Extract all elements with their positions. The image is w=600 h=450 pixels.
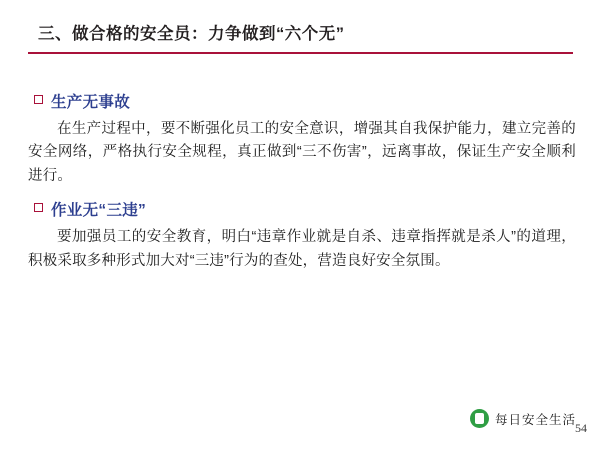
block-heading-label-1: 生产无事故 [51,94,131,111]
footer-badge [470,409,576,428]
block-heading-2 [28,198,576,220]
block-paragraph-1: 在生产过程中，要不断强化员工的安全意识，增强其自我保护能力，建立完善的安全网络，严格执行安全规程，真正做到“三不伤害”，远离事故，保证生产安全顺利进行。 [28,121,576,184]
green-circle-logo-icon [470,409,489,428]
page-title: 三、做合格的安全员：力争做到“六个无” [38,25,345,43]
page-number: 54 [575,421,587,435]
content-block-2 [28,198,576,273]
slide-content [28,90,576,277]
block-heading-label-2: 作业无“三违” [51,202,147,220]
block-paragraph-2: 要加强员工的安全教育，明白“违章作业就是自杀、违章指挥就是杀人”的道理，积极采取多种形式加大对“三违”行为的查处，营造良好安全氛围。 [28,229,576,269]
square-bullet-icon [34,203,43,212]
content-block-1 [28,90,576,188]
block-heading-1 [28,90,576,112]
title-divider [28,52,573,54]
footer-label: 每日安全生活 [494,412,576,427]
square-bullet-icon [34,95,43,104]
